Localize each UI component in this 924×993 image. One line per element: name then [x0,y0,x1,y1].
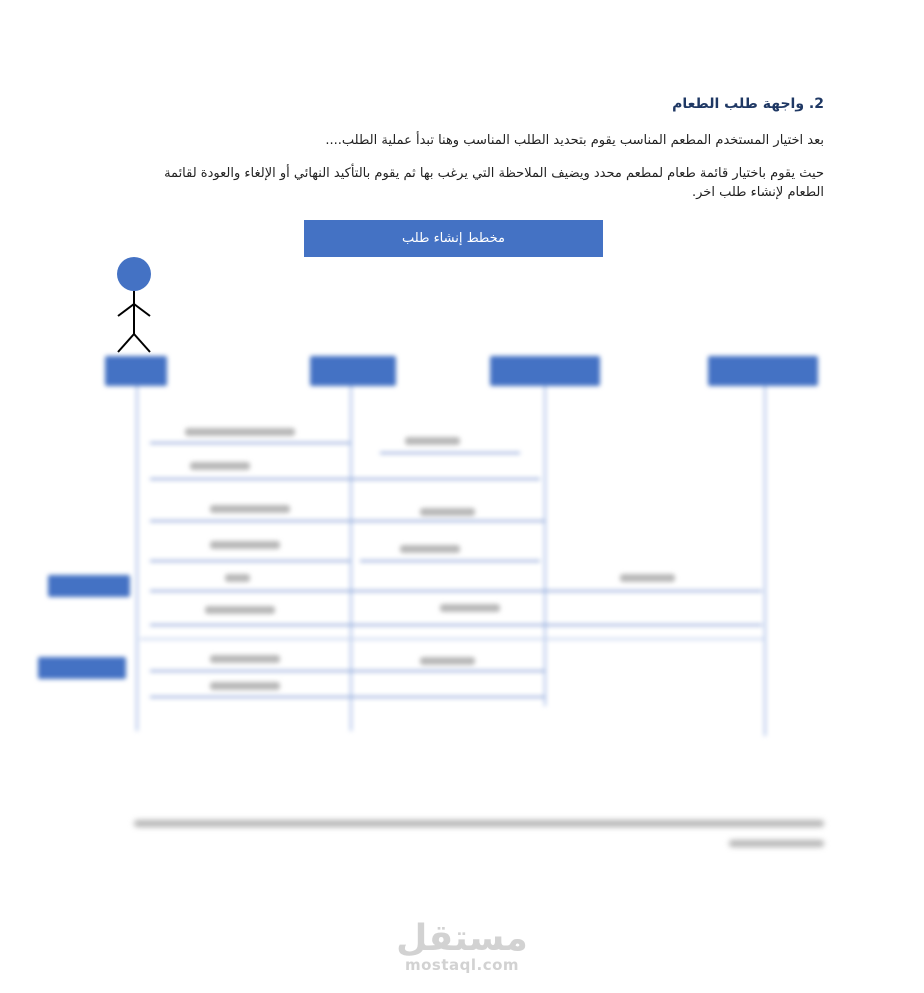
fragment-box [48,575,130,597]
message-label [405,437,460,445]
message-label [420,657,475,665]
watermark-logo: مستقل [396,918,528,959]
message-label [620,574,675,582]
message-arrow [380,452,520,454]
lifeline-database [764,386,766,736]
message-arrow [150,520,545,522]
message-label [205,606,275,614]
message-arrow [140,638,765,640]
fragment-box [38,657,126,679]
message-label [190,462,250,470]
lifeline-controller [544,386,546,706]
lifeline-box-database [708,356,818,386]
message-label [210,655,280,663]
watermark-url: mostaql.com [404,956,520,974]
message-arrow [150,624,762,626]
message-label [210,541,280,549]
message-label [400,545,460,553]
blurred-text-line [134,820,824,827]
message-arrow [150,590,762,592]
message-label [420,508,475,516]
section-heading: 2. واجهة طلب الطعام [672,96,824,112]
message-label [185,428,295,436]
actor-stick-figure-icon [110,256,160,356]
message-arrow [150,696,545,698]
message-arrow [150,670,545,672]
lifeline-box-controller [490,356,600,386]
intro-paragraph: بعد اختيار المستخدم المطعم المناسب يقوم بتحديد الطلب المناسب وهنا تبدأ عملية الطلب.... [325,133,824,148]
lifeline-box-interface [310,356,396,386]
blurred-text-line [729,840,824,847]
message-label [210,682,280,690]
message-label [225,574,250,582]
message-label [210,505,290,513]
lifeline-user [136,386,138,731]
message-arrow [360,560,540,562]
message-arrow [150,478,540,480]
message-arrow [150,560,350,562]
diagram-title: مخطط إنشاء طلب [304,220,603,257]
lifeline-interface [350,386,352,731]
description-paragraph: حيث يقوم باختيار قائمة طعام لمطعم محدد ويضيف الملاحظة التي يرغب بها ثم يقوم بالتأكيد النهائي أو الإلغاء والعودة لقائمة الطعام لإنشاء طلب اخر. [164,166,824,200]
message-arrow [150,442,350,444]
lifeline-box-user [105,356,167,386]
message-label [440,604,500,612]
